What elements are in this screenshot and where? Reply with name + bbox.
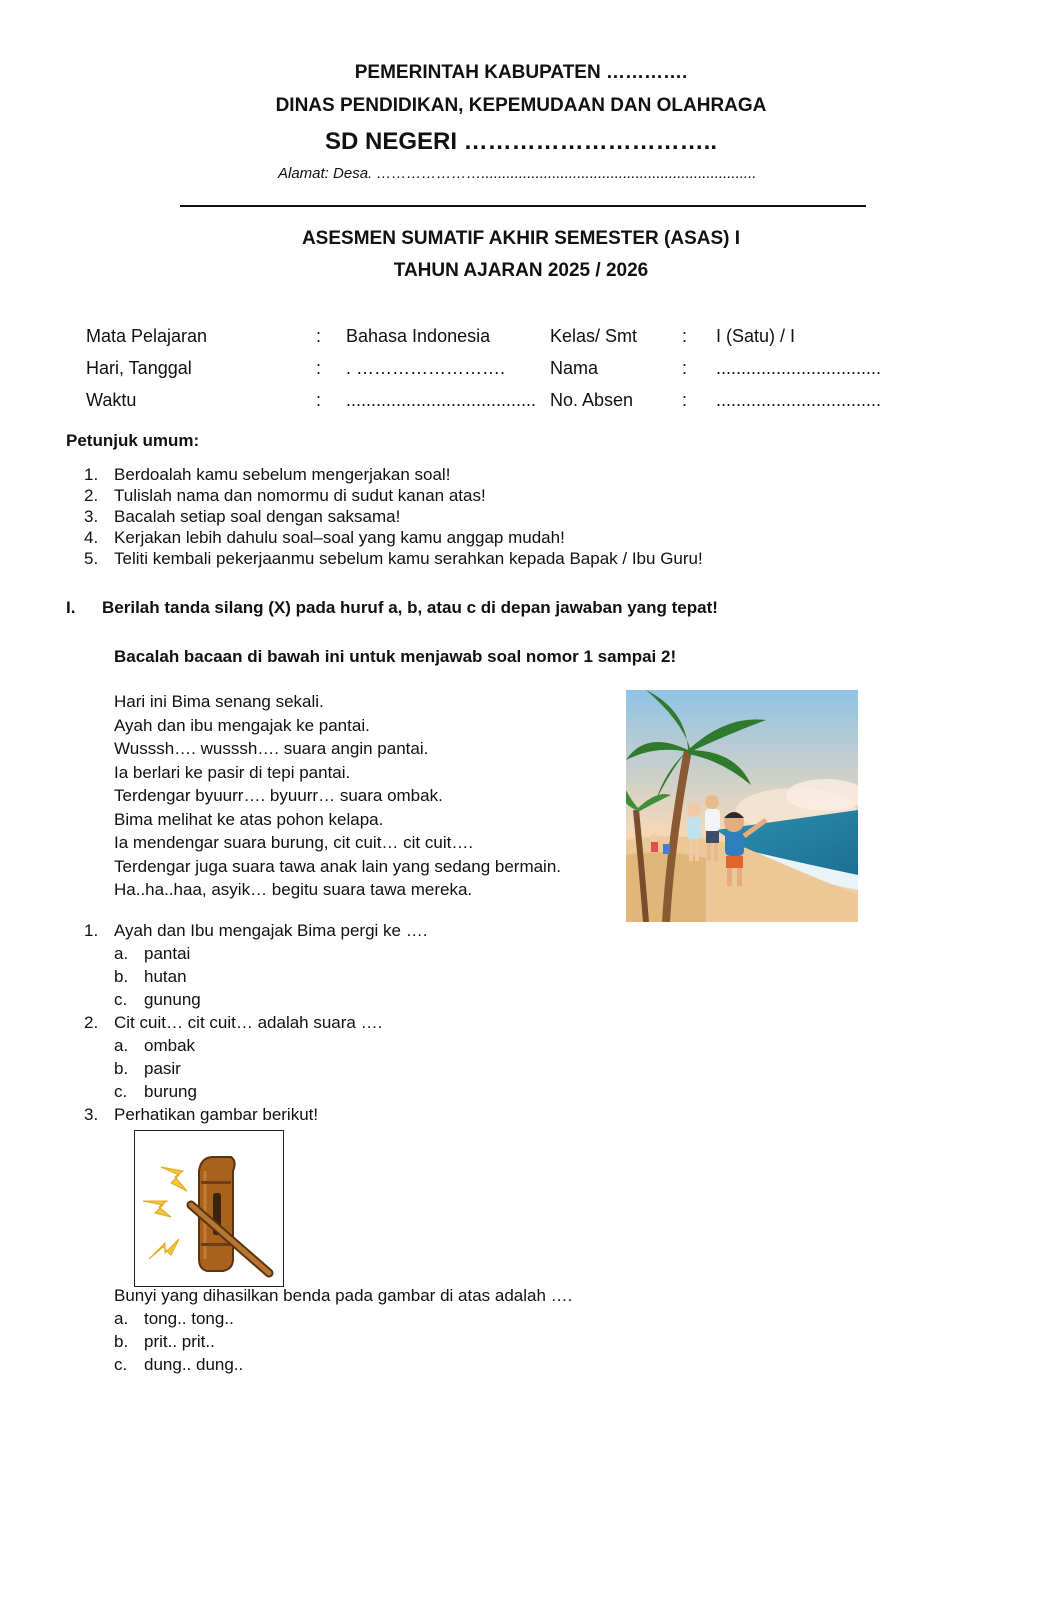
option-letter: c. [114,1355,128,1374]
option-letter: b. [114,967,129,986]
option-letter: a. [114,1309,129,1328]
passage-line: Ha..ha..haa, asyik… begitu suara tawa mereka. [114,880,473,899]
list-item-number: 1. [84,465,99,484]
academic-year: TAHUN AJARAN 2025 / 2026 [393,260,649,281]
option-letter: c. [114,1082,128,1101]
info-label-attendance: No. Absen [550,390,634,410]
info-colon: : [316,358,322,378]
info-value-subject: Bahasa Indonesia [346,326,491,346]
list-item: Teliti kembali pekerjaanmu sebelum kamu serahkan kepada Bapak / Ibu Guru! [114,549,703,568]
list-item-number: 5. [84,549,99,568]
list-item-number: 3. [84,507,99,526]
option-text: hutan [144,967,187,986]
passage-line: Terdengar juga suara tawa anak lain yang sedang bermain. [114,856,562,876]
option-text: pantai [144,944,191,963]
info-label-name: Nama [550,358,599,378]
info-label-time: Waktu [86,390,137,410]
passage-line: Hari ini Bima senang sekali. [114,692,324,711]
option-text: ombak [144,1036,196,1055]
option-text: dung.. dung.. [144,1355,244,1374]
option-letter: b. [114,1059,129,1078]
info-colon: : [316,326,322,346]
option-text: prit.. prit.. [144,1332,215,1351]
reading-heading: Bacalah bacaan di bawah ini untuk menjawab soal nomor 1 sampai 2! [114,647,677,666]
list-item: Tulislah nama dan nomormu di sudut kanan atas! [114,486,486,505]
option-letter: a. [114,1036,129,1055]
question-text: Ayah dan Ibu mengajak Bima pergi ke …. [114,921,428,940]
question-number: 2. [84,1013,99,1032]
header-divider [180,205,866,207]
question-prompt: Bunyi yang dihasilkan benda pada gambar di atas adalah …. [114,1286,573,1305]
list-item-number: 2. [84,486,99,505]
exam-title: ASESMEN SUMATIF AKHIR SEMESTER (ASAS) I [301,228,741,249]
passage-line: Ia berlari ke pasir di tepi pantai. [114,762,351,782]
beach-illustration [626,690,858,922]
passage-line: Terdengar byuurr…. byuurr… suara ombak. [114,786,443,805]
passage-line: Ia mendengar suara burung, cit cuit… cit cuit…. [114,833,474,852]
list-item: Bacalah setiap soal dengan saksama! [114,507,401,526]
reading-passage [114,690,614,902]
header-school: SD NEGERI ………………………….. [324,128,718,155]
info-label-class: Kelas/ Smt [550,326,638,346]
section-number: I. [66,598,76,617]
instructions-heading: Petunjuk umum: [66,431,200,450]
option-text: tong.. tong.. [144,1309,234,1328]
question-text: Perhatikan gambar berikut! [114,1105,319,1124]
info-label-date: Hari, Tanggal [86,358,192,378]
option-text: gunung [144,990,201,1009]
list-item-number: 4. [84,528,99,547]
passage-line: Ayah dan ibu mengajak ke pantai. [114,715,370,735]
info-value-time: ...................................... [346,390,537,410]
info-value-date: . ……………………. [346,358,506,378]
passage-line: Bima melihat ke atas pohon kelapa. [114,809,384,829]
option-letter: b. [114,1332,129,1351]
info-colon: : [682,358,688,378]
info-value-name: ................................. [716,358,882,378]
info-label-subject: Mata Pelajaran [86,326,208,346]
option-letter: c. [114,990,128,1009]
passage-line: Wusssh…. wusssh…. suara angin pantai. [114,739,429,758]
kentongan-illustration [134,1130,284,1287]
question-number: 1. [84,921,99,940]
option-text: pasir [144,1059,181,1078]
section-heading: Berilah tanda silang (X) pada huruf a, b, atau c di depan jawaban yang tepat! [102,598,718,617]
info-colon: : [682,326,688,346]
info-value-class: I (Satu) / I [716,326,796,346]
header-address: Alamat: Desa. ………………….................................................................. [278,165,757,182]
info-colon: : [316,390,322,410]
header-government: PEMERINTAH KABUPATEN …………. [354,62,688,83]
list-item: Berdoalah kamu sebelum mengerjakan soal! [114,465,451,484]
header-department: DINAS PENDIDIKAN, KEPEMUDAAN DAN OLAHRAGA [275,95,767,116]
info-value-attendance: ................................. [716,390,882,410]
question-number: 3. [84,1105,99,1124]
list-item: Kerjakan lebih dahulu soal–soal yang kamu anggap mudah! [114,528,565,547]
info-colon: : [682,390,688,410]
question-text: Cit cuit… cit cuit… adalah suara …. [114,1013,383,1032]
option-text: burung [144,1082,197,1101]
option-letter: a. [114,944,129,963]
